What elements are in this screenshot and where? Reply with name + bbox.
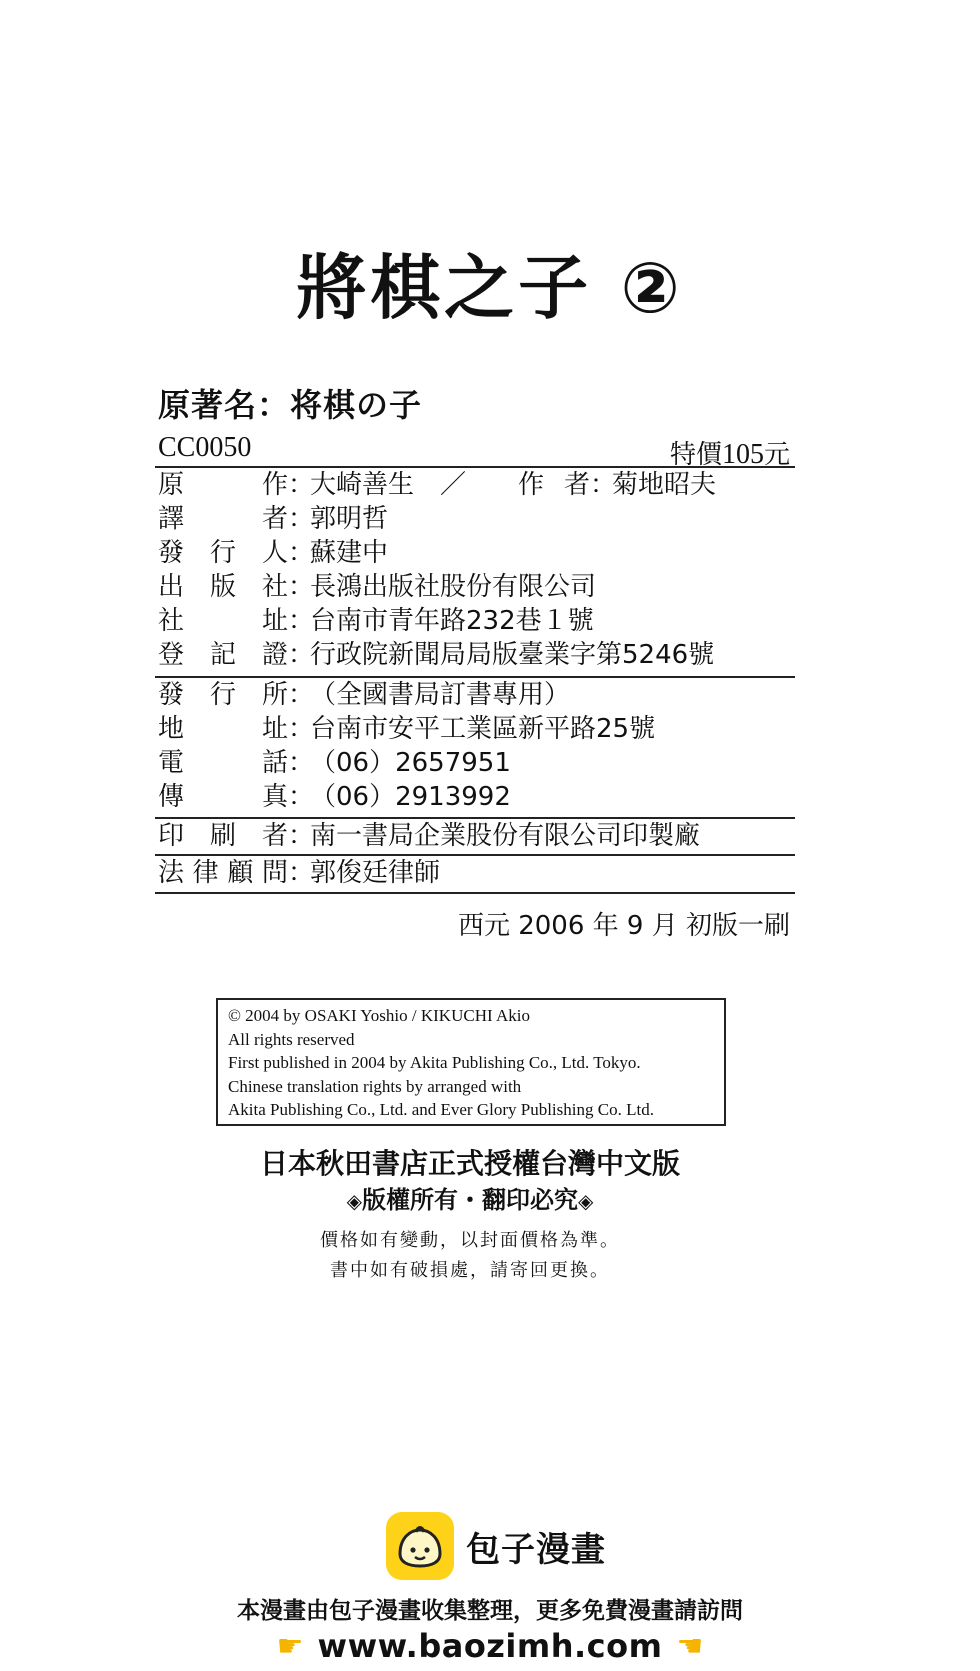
volume-number: ② xyxy=(620,247,684,329)
publisher-row: 出版社：長鴻出版社股份有限公司 xyxy=(158,572,597,602)
distribution-row: 傳真：（06）2913992 xyxy=(158,782,511,812)
divider xyxy=(155,892,795,894)
copyright-line: Akita Publishing Co., Ltd. and Ever Glory Publishing Co. Ltd. xyxy=(228,1100,654,1119)
watermark-url-row xyxy=(0,1625,980,1667)
printing-row: 印刷者：南一書局企業股份有限公司印製廠 xyxy=(158,821,701,851)
authorization-text: 日本秋田書店正式授權台灣中文版 xyxy=(259,1147,680,1180)
watermark-tagline: 本漫畫由包子漫畫收集整理，更多免費漫畫請訪問 xyxy=(237,1598,743,1624)
publisher-row: 社址：台南市青年路232巷１號 xyxy=(158,606,594,636)
brand-logo xyxy=(386,1510,606,1582)
copyright-line: Chinese translation rights by arranged with xyxy=(228,1076,522,1096)
distribution-row: 地址：台南市安平工業區新平路25號 xyxy=(158,714,656,744)
credit-row-author: 原作：大崎善生 ／ 作者：菊地昭夫 xyxy=(158,470,717,500)
copyright-line: © 2004 by OSAKI Yoshio / KIKUCHI Akio xyxy=(228,1006,530,1025)
bun-logo-icon xyxy=(386,1512,454,1580)
diamond-icon: ◈ xyxy=(346,1189,362,1213)
price: 特價105元 xyxy=(669,439,790,470)
copyright-box xyxy=(216,998,726,1126)
edition-date: 西元 2006 年 9 月 初版一刷 xyxy=(457,911,790,941)
distribution-row: 電話：（06）2657951 xyxy=(158,748,511,778)
rights-notice: ◈版權所有・翻印必究◈ xyxy=(346,1186,594,1214)
pointing-right-hand-icon: ☛ xyxy=(276,1628,304,1664)
book-code: CC0050 xyxy=(158,432,252,463)
original-author: 大崎善生 xyxy=(310,470,415,500)
damage-note: 書中如有破損處，請寄回更換。 xyxy=(330,1260,610,1281)
diamond-icon: ◈ xyxy=(578,1189,594,1213)
brand-name: 包子漫畫 xyxy=(466,1529,606,1570)
publisher-row: 發行人：蘇建中 xyxy=(158,538,389,568)
printing-row: 法律顧問：郭俊廷律師 xyxy=(158,858,441,888)
copyright-line: All rights reserved xyxy=(228,1029,355,1049)
copyright-line: First published in 2004 by Akita Publishing Co., Ltd. Tokyo. xyxy=(228,1053,641,1072)
price-note: 價格如有變動，以封面價格為準。 xyxy=(320,1230,620,1251)
translator: 郭明哲 xyxy=(310,504,389,534)
publisher-row: 登記證：行政院新聞局局版臺業字第5246號 xyxy=(158,640,715,670)
original-title: 原著名：将棋の子 xyxy=(158,386,423,424)
book-title xyxy=(0,248,980,328)
pointing-left-hand-icon: ☚ xyxy=(676,1628,704,1664)
title-text: 將棋之子 xyxy=(296,247,593,329)
site-url-link[interactable]: www.baozimh.com xyxy=(317,1627,663,1665)
author: 菊地昭夫 xyxy=(612,470,717,500)
distribution-row: 發行所：（全國書局訂書專用） xyxy=(158,680,571,710)
credit-row-translator: 譯者：郭明哲 xyxy=(158,504,389,534)
